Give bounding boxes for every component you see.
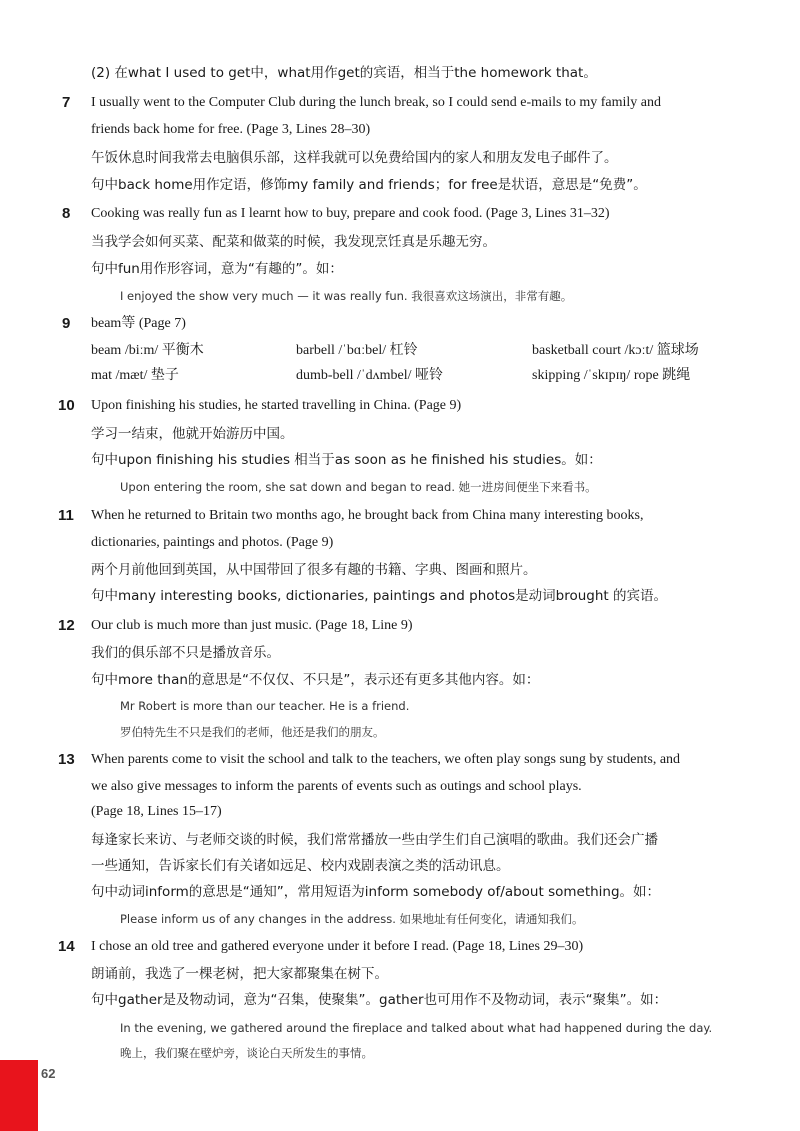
item-13-translation-1: 每逢家长来访、与老师交谈的时候，我们常常播放一些由学生们自己演唱的歌曲。我们还会广播 (91, 832, 658, 848)
vocab-barbell: barbell /ˈbɑːbel/ 杠铃 (296, 343, 418, 358)
item-number-10: 10 (58, 397, 75, 414)
item-7-en-2: friends back home for free. (Page 3, Lines 28–30) (91, 122, 371, 137)
item-13-en-3: (Page 18, Lines 15–17) (91, 804, 222, 819)
vocab-basketball-court: basketball court /kɔːt/ 篮球场 (532, 343, 699, 358)
item-10-en-1: Upon finishing his studies, he started travelling in China. (Page 9) (91, 398, 462, 413)
item-14-note: 句中gather是及物动词，意为“召集，使聚集”。gather也可用作不及物动词，表示“聚集”。如： (91, 992, 668, 1008)
vocab-beam: beam /biːm/ 平衡木 (91, 343, 204, 358)
item-14-example: In the evening, we gathered around the fireplace and talked about what had happened during the day. (120, 1021, 713, 1035)
item-8-translation: 当我学会如何买菜、配菜和做菜的时候，我发现烹饪真是乐趣无穷。 (91, 234, 496, 250)
item-number-9: 9 (62, 315, 71, 332)
item-14-en-1: I chose an old tree and gathered everyone under it before I read. (Page 18, Lines 29–30) (91, 939, 584, 954)
item-9-heading: beam等 (Page 7) (91, 316, 186, 331)
item-10-translation: 学习一结束，他就开始游历中国。 (91, 426, 294, 442)
item-12-note: 句中more than的意思是“不仅仅、不只是”，表示还有更多其他内容。如： (91, 672, 540, 688)
vocab-skipping-rope: skipping /ˈskɪpɪŋ/ rope 跳绳 (532, 368, 691, 383)
page-number: 62 (41, 1066, 56, 1081)
item-11-en-1: When he returned to Britain two months ago, he brought back from China many interesting books, (91, 508, 644, 523)
item-number-8: 8 (62, 205, 71, 222)
item-11-en-2: dictionaries, paintings and photos. (Page 9) (91, 535, 334, 550)
item-13-translation-2: 一些通知，告诉家长们有关诸如远足、校内戏剧表演之类的活动讯息。 (91, 858, 510, 874)
item-number-11: 11 (58, 507, 74, 524)
item-13-note: 句中动词inform的意思是“通知”，常用短语为inform somebody of/about something。如： (91, 884, 661, 900)
item-13-en-2: we also give messages to inform the parents of events such as outings and school plays. (91, 779, 582, 794)
vocab-mat: mat /mæt/ 垫子 (91, 368, 179, 383)
vocab-dumb-bell: dumb-bell /ˈdʌmbel/ 哑铃 (296, 368, 443, 383)
item-11-translation: 两个月前他回到英国，从中国带回了很多有趣的书籍、字典、图画和照片。 (91, 562, 537, 578)
item-11-note: 句中many interesting books, dictionaries, paintings and photos是动词brought 的宾语。 (91, 588, 667, 604)
item-10-note: 句中upon finishing his studies 相当于as soon as he finished his studies。如： (91, 452, 602, 468)
item-7-en-1: I usually went to the Computer Club during the lunch break, so I could send e-mails to my family and (91, 95, 662, 110)
item-13-en-1: When parents come to visit the school and talk to the teachers, we often play songs sung by students, and (91, 752, 681, 767)
item-12-example-translation: 罗伯特先生不只是我们的老师，他还是我们的朋友。 (120, 725, 385, 739)
item-14-example-translation: 晚上，我们聚在壁炉旁，谈论白天所发生的事情。 (120, 1046, 373, 1060)
item-number-14: 14 (58, 938, 75, 955)
item-number-13: 13 (58, 751, 75, 768)
item-8-note: 句中fun用作形容词，意为“有趣的”。如： (91, 261, 343, 277)
item-8-en-1: Cooking was really fun as I learnt how to buy, prepare and cook food. (Page 3, Lines 31–32) (91, 206, 610, 221)
item-7-note: 句中back home用作定语，修饰my family and friends；for free是状语，意思是“免费”。 (91, 177, 647, 193)
item-13-example: Please inform us of any changes in the address. 如果地址有任何变化，请通知我们。 (120, 912, 584, 926)
item-8-example: I enjoyed the show very much — it was really fun. 我很喜欢这场演出，非常有趣。 (120, 289, 573, 303)
item-number-7: 7 (62, 94, 71, 111)
page-corner-tab (0, 1060, 38, 1131)
intro-line: (2) 在what I used to get中，what用作get的宾语，相当于the homework that。 (91, 65, 597, 81)
item-12-en-1: Our club is much more than just music. (Page 18, Line 9) (91, 618, 413, 633)
item-number-12: 12 (58, 617, 75, 634)
item-10-example: Upon entering the room, she sat down and began to read. 她一进房间便坐下来看书。 (120, 480, 597, 494)
item-7-translation: 午饭休息时间我常去电脑俱乐部，这样我就可以免费给国内的家人和朋友发电子邮件了。 (91, 150, 618, 166)
item-12-translation: 我们的俱乐部不只是播放音乐。 (91, 645, 280, 661)
item-12-example: Mr Robert is more than our teacher. He is a friend. (120, 699, 410, 713)
item-14-translation: 朗诵前，我选了一棵老树，把大家都聚集在树下。 (91, 966, 388, 982)
